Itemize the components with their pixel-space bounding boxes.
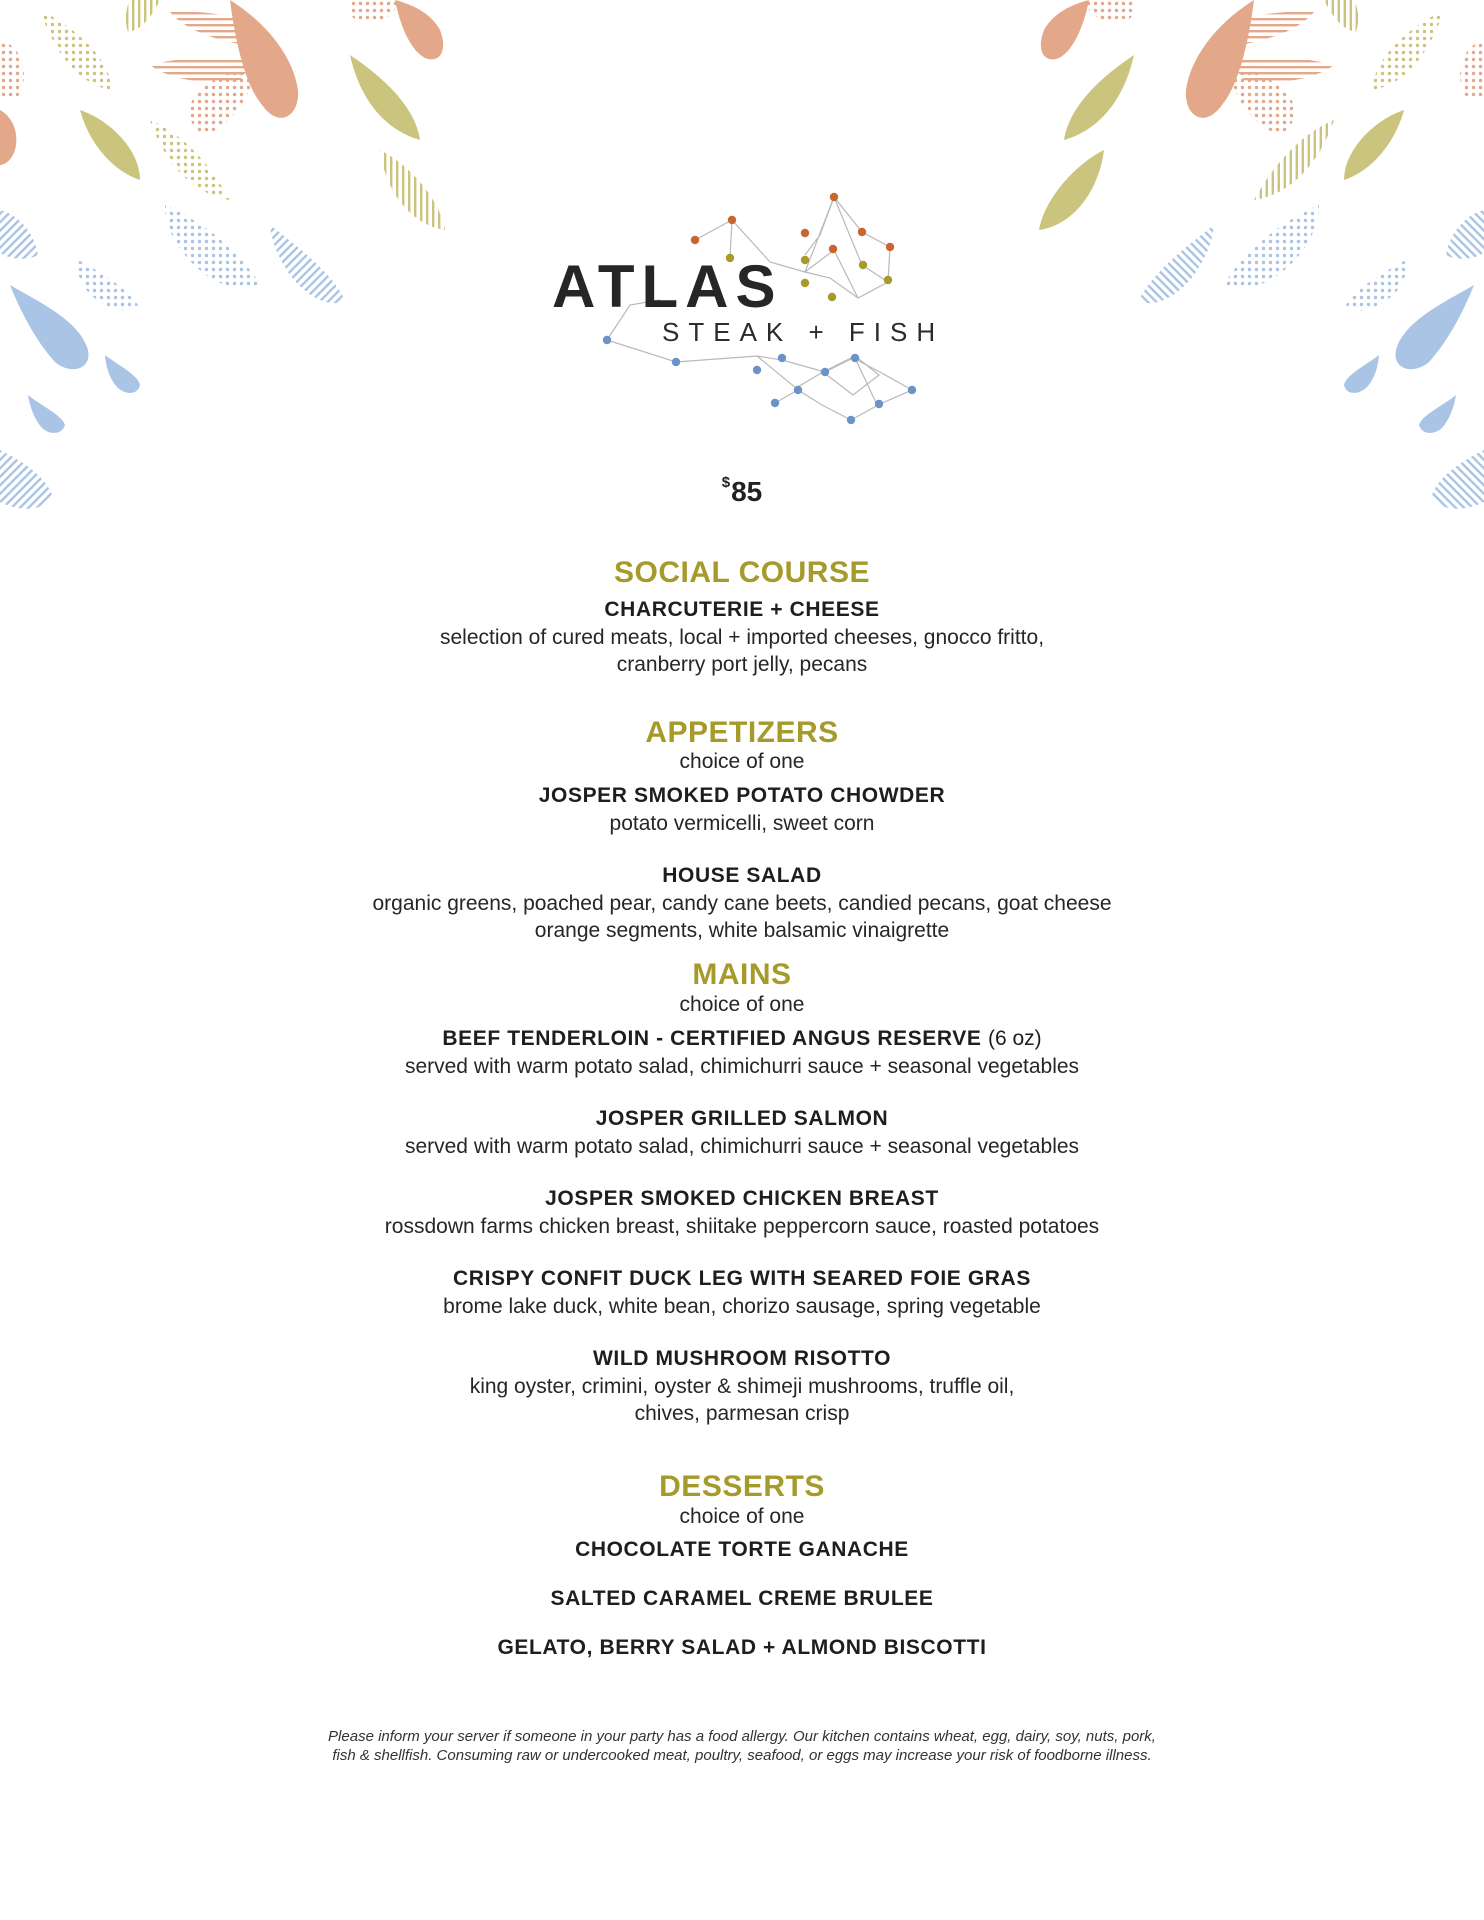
- price-amount: 85: [731, 476, 763, 507]
- brand-tagline: STEAK + FISH: [662, 317, 945, 347]
- section-title-appetizers: APPETIZERS: [645, 716, 839, 749]
- item-name: JOSPER GRILLED SALMON: [595, 1107, 889, 1130]
- allergy-notice-line: Please inform your server if someone in your party has a food allergy. Our kitchen contains wheat, egg, dairy, soy, nuts, pork,: [328, 1728, 1156, 1745]
- item-name: WILD MUSHROOM RISOTTO: [592, 1347, 892, 1370]
- brand-name: ATLAS: [552, 253, 783, 320]
- item-name: GELATO, BERRY SALAD + ALMOND BISCOTTI: [497, 1636, 987, 1659]
- item-name: JOSPER SMOKED POTATO CHOWDER: [538, 784, 946, 807]
- price-currency: $: [721, 473, 731, 491]
- section-note: choice of one: [679, 993, 805, 1016]
- item-description: rossdown farms chicken breast, shiitake peppercorn sauce, roasted potatoes: [384, 1215, 1100, 1238]
- item-description: organic greens, poached pear, candy cane beets, candied pecans, goat cheese: [372, 892, 1112, 915]
- item-description: brome lake duck, white bean, chorizo sausage, spring vegetable: [443, 1295, 1041, 1318]
- item-name: CHOCOLATE TORTE GANACHE: [575, 1538, 909, 1561]
- section-title-social: SOCIAL COURSE: [614, 556, 870, 589]
- item-name: CHARCUTERIE + CHEESE: [604, 598, 880, 621]
- item-name-text: BEEF TENDERLOIN - CERTIFIED ANGUS RESERVE: [442, 1027, 982, 1050]
- item-name: JOSPER SMOKED CHICKEN BREAST: [545, 1187, 939, 1210]
- item-name: CRISPY CONFIT DUCK LEG WITH SEARED FOIE GRAS: [453, 1267, 1031, 1290]
- allergy-notice-line: fish & shellfish. Consuming raw or undercooked meat, poultry, seafood, or eggs may increase your risk of foodborne illness.: [332, 1747, 1152, 1764]
- item-description: orange segments, white balsamic vinaigrette: [534, 919, 950, 942]
- item-name: SALTED CARAMEL CREME BRULEE: [550, 1587, 934, 1610]
- item-description: served with warm potato salad, chimichurri sauce + seasonal vegetables: [404, 1055, 1080, 1078]
- item-name: [0, 1027, 1484, 1051]
- item-portion: (6 oz): [987, 1027, 1042, 1050]
- item-description: chives, parmesan crisp: [634, 1402, 850, 1425]
- section-title-desserts: DESSERTS: [659, 1470, 825, 1503]
- menu-price: [0, 473, 1484, 508]
- section-note: choice of one: [679, 1505, 805, 1528]
- section-title-mains: MAINS: [692, 958, 792, 991]
- section-note: choice of one: [679, 750, 805, 773]
- item-description: potato vermicelli, sweet corn: [609, 812, 875, 835]
- item-description: served with warm potato salad, chimichurri sauce + seasonal vegetables: [404, 1135, 1080, 1158]
- item-description: king oyster, crimini, oyster & shimeji mushrooms, truffle oil,: [469, 1375, 1015, 1398]
- item-description: cranberry port jelly, pecans: [616, 653, 868, 676]
- item-name: HOUSE SALAD: [662, 864, 822, 887]
- allergy-notice: [190, 1727, 1294, 1765]
- item-description: selection of cured meats, local + imported cheeses, gnocco fritto,: [439, 626, 1045, 649]
